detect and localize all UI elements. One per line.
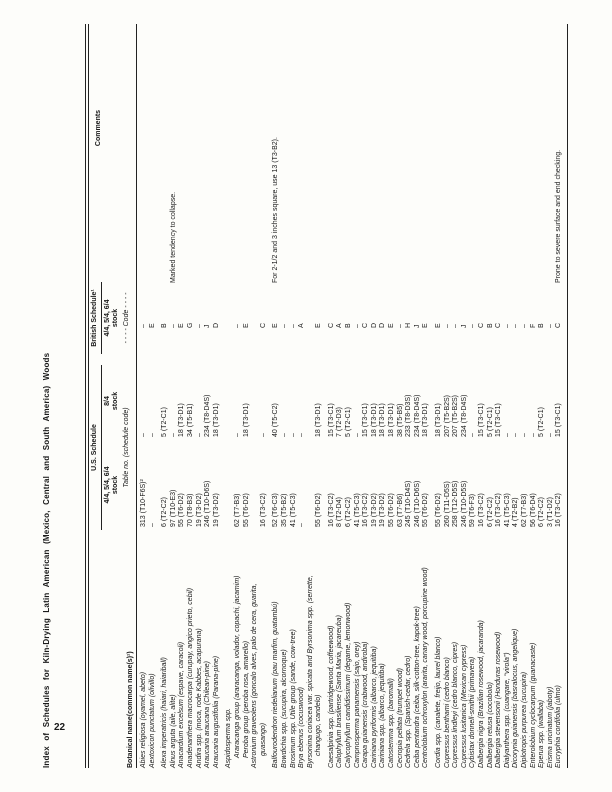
us-schedule-84-value: 18 (T3-D1) bbox=[178, 403, 186, 437]
botanical-name: Anacardium excelsum (espave, caracoli) bbox=[178, 641, 186, 768]
table-row bbox=[452, 24, 461, 768]
table-row bbox=[414, 24, 423, 768]
british-code-value: A bbox=[336, 323, 344, 328]
botanical-name: Bowdichia spp. (sucupira, alcornoque) bbox=[280, 649, 288, 768]
us-schedule-84-value: – bbox=[529, 433, 537, 437]
botanical-name: Calycophyllum candidissimum (degame, lemonwood) bbox=[345, 602, 353, 768]
us-schedule-445464-value: 6 (T2-C2) bbox=[161, 497, 169, 527]
us-schedule-445464-value: 55 (T6-D2) bbox=[315, 493, 323, 527]
us-schedule-84-value: 5 (T2-C1) bbox=[486, 407, 494, 437]
botanical-name: Carapa guianensis (crabwood, andiroba) bbox=[362, 641, 370, 768]
table-row bbox=[362, 24, 371, 768]
british-col-label: 4/4, 5/4, 6/4 bbox=[104, 299, 111, 337]
british-code-value: D bbox=[212, 322, 220, 328]
botanical-name: Dalbergia stevensonii (Honduras rosewood) bbox=[495, 631, 503, 768]
us-col-445464-stock: stock bbox=[112, 475, 119, 495]
botanical-name: Aextoxicon punctatum (olivillo) bbox=[148, 673, 156, 768]
us-col-445464-label: 4/4, 5/4, 6/4 bbox=[104, 466, 111, 504]
us-col-84-header bbox=[104, 365, 120, 437]
table-row bbox=[422, 24, 431, 768]
us-schedule-84-value: – bbox=[298, 433, 306, 437]
table-row bbox=[530, 24, 539, 768]
us-schedule-84-value: – bbox=[289, 433, 297, 437]
us-schedule-445464-value: 62 (T7-B3) bbox=[233, 493, 241, 527]
botanical-name: Calophyllum brasiliense (Santa Maria, jacareuba) bbox=[336, 615, 344, 768]
british-code-value: A bbox=[298, 323, 306, 328]
botanical-name: Brosimum spp. Utile group (sande, cow-tree) bbox=[289, 629, 297, 768]
table-row bbox=[243, 24, 252, 768]
us-schedule-84-value: – bbox=[259, 433, 267, 437]
us-schedule-84-value: 15 (T3-C1) bbox=[477, 403, 485, 437]
table-row bbox=[504, 24, 513, 768]
us-col-445464-header bbox=[104, 443, 120, 527]
us-schedule-445464-value: 41 (T5-C3) bbox=[503, 493, 511, 527]
us-schedule-84-value: 18 (T3-D1) bbox=[422, 403, 430, 437]
table-header bbox=[89, 24, 135, 768]
british-code-value: J bbox=[413, 324, 421, 328]
british-code-value: – bbox=[289, 324, 297, 328]
us-schedule-84-value: 18 (T3-D1) bbox=[435, 403, 442, 437]
us-schedule-84-value: – bbox=[546, 433, 554, 437]
table-row bbox=[290, 24, 299, 768]
us-schedule-445464-value: 4 (T2-B2) bbox=[512, 497, 520, 527]
table-row bbox=[379, 24, 388, 768]
british-code-value: – bbox=[233, 324, 241, 328]
table-body bbox=[140, 24, 564, 768]
comment-text: For 2-1/2 and 3 inches square, use 13 (T3-B2). bbox=[272, 137, 280, 283]
us-schedule-445464-value: 6 (T2-C2) bbox=[486, 497, 494, 527]
us-schedule-84-value: 15 (T3-C1) bbox=[362, 403, 370, 437]
us-schedule-445464-value: 245 (T10-D4S) bbox=[405, 480, 413, 527]
header-bottom-rule bbox=[136, 24, 137, 768]
us-schedule-84-value: 234 (T8-D4S) bbox=[460, 394, 468, 437]
us-schedule-445464-value: 16 (T3-C2) bbox=[362, 493, 370, 527]
british-code-value: – bbox=[280, 324, 288, 328]
table-row bbox=[307, 24, 324, 768]
british-code-value: F bbox=[529, 323, 537, 328]
british-code-value: – bbox=[140, 324, 147, 328]
us-schedule-445464-value: 16 (T3-C2) bbox=[555, 493, 563, 527]
us-schedule-445464-value: 62 (T7-B3) bbox=[520, 493, 528, 527]
table-row bbox=[521, 24, 530, 768]
botanical-name: Ceiba pentandra (ceiba, silk-cotton-tree, kapok-tree) bbox=[413, 606, 421, 768]
us-schedule-445464-value: 8 (T2-D4) bbox=[336, 497, 344, 527]
us-schedule-445464-value: 246 (T10-D6S) bbox=[413, 480, 421, 527]
table-row bbox=[149, 24, 158, 768]
botanical-name: Peroba group (peroba rosa, amarello) bbox=[242, 640, 250, 758]
botanical-name: Dalbergia retusa (cocobolo) bbox=[486, 682, 494, 768]
us-schedule-445464-value: 35 (T5-B2) bbox=[280, 493, 288, 527]
british-code-value: E bbox=[178, 323, 186, 328]
botanical-name: Balfourodendron riedelianum (pau marfim, guatambú) bbox=[272, 601, 280, 768]
botanical-name: Byrsonima coriacea var. spicata and Byrsonima spp. (serrette, changugo, candelo) bbox=[306, 575, 323, 768]
table-row bbox=[345, 24, 354, 768]
us-schedule-84-value: 234 (T8-D4S) bbox=[413, 394, 421, 437]
us-schedule-445464-value: 19 (T3-D2) bbox=[212, 493, 220, 527]
british-code-value: J bbox=[204, 324, 212, 328]
table-row bbox=[397, 24, 406, 768]
british-code-value: B bbox=[161, 323, 169, 328]
table-row bbox=[538, 24, 547, 768]
us-schedule-445464-value: 70 (T8-B3) bbox=[186, 493, 194, 527]
botanical-name: Brya ebenus (cocuswood) bbox=[298, 687, 306, 768]
botanical-name: Cordia spp. (canalete, freijo, laurel blanco) bbox=[435, 636, 442, 768]
british-code-value: E bbox=[388, 323, 396, 328]
table-row bbox=[196, 24, 205, 768]
us-schedule-84-value: 5 (T2-C1) bbox=[161, 407, 169, 437]
us-schedule-445464-value: 55 (T6-D2) bbox=[435, 493, 442, 527]
botanical-name: Cecropia peltata (trumpet wood) bbox=[396, 668, 404, 768]
us-schedule-445464-value: 3 (T1-D2) bbox=[546, 497, 554, 527]
us-schedule-445464-value: 55 (T6-D2) bbox=[178, 493, 186, 527]
us-schedule-445464-value: 16 (T3-C2) bbox=[327, 493, 335, 527]
botanical-name: Dialyanthera spp. (cuangare, “virola”) bbox=[503, 652, 511, 768]
us-schedule-84-value: – bbox=[233, 433, 241, 437]
botanical-name: Alnus arguta (aile, alite) bbox=[169, 694, 177, 768]
page-number: 22 bbox=[54, 722, 66, 733]
botanical-name: Erisma uncinatum (jaboty) bbox=[546, 686, 554, 768]
british-code-value: – bbox=[546, 324, 554, 328]
page-title: Index of Schedules for Kiln-Drying Latin American (Mexico, Central and South America) Woods bbox=[42, 352, 51, 768]
botanical-name: Cariniana pyriformis (albarco, jequitiba) bbox=[370, 646, 378, 768]
table-row bbox=[487, 24, 496, 768]
us-schedule-445464-value: 59 (T6-F3) bbox=[469, 493, 477, 527]
us-schedule-84-value: 7 (T2-D3) bbox=[336, 407, 344, 437]
table-row bbox=[469, 24, 478, 768]
british-code-value: B bbox=[538, 323, 546, 328]
us-schedule-84-value: 15 (T3-C1) bbox=[495, 403, 503, 437]
rotated-table-sheet bbox=[42, 24, 590, 768]
british-code-value: E bbox=[435, 323, 442, 328]
us-schedule-84-value: 18 (T3-D1) bbox=[379, 403, 387, 437]
us-schedule-84-value: 5 (T2-C1) bbox=[345, 407, 353, 437]
british-code-value: – bbox=[443, 324, 451, 328]
us-schedule-group-header: U.S. Schedule bbox=[91, 424, 98, 471]
us-schedule-445464-value: 41 (T5-C3) bbox=[289, 493, 297, 527]
botanical-name: Araracanga group (araracanga, volador, copachi, jacamim) bbox=[233, 575, 241, 758]
us-schedule-445464-value: 313 (T10-F6S)² bbox=[140, 479, 147, 527]
us-schedule-84-value: – bbox=[280, 433, 288, 437]
us-schedule-84-value: 18 (T3-D1) bbox=[212, 403, 220, 437]
table-row bbox=[178, 24, 187, 768]
botanical-name: Campnosperma panamensis (sajo, orey) bbox=[353, 641, 361, 768]
us-schedule-445464-value: 19 (T3-D2) bbox=[379, 493, 387, 527]
us-schedule-84-value: 15 (T3-C1) bbox=[327, 403, 335, 437]
british-code-value: – bbox=[469, 324, 477, 328]
british-code-value: – bbox=[195, 324, 203, 328]
us-schedule-84-value: 40 (T5-C2) bbox=[272, 403, 280, 437]
botanical-name: Cupressus lindleyi (cedro blanco, cipres) bbox=[452, 641, 460, 768]
british-code-value: – bbox=[520, 324, 528, 328]
botanical-name: Eperua spp. (wallaba) bbox=[538, 699, 546, 768]
british-code-value: C bbox=[362, 322, 370, 328]
botanical-name: Enterolobium cyclocarpum (guanacaste) bbox=[529, 642, 537, 768]
botanical-name: Cedrela spp. (Spanish-cedar, cedro) bbox=[405, 655, 413, 768]
us-schedule-84-value: 18 (T3-D1) bbox=[370, 403, 378, 437]
botanical-name: Dalbergia nigra (Brazilian rosewood, jacaranda) bbox=[477, 620, 485, 768]
us-schedule-445464-value: 19 (T3-D2) bbox=[195, 493, 203, 527]
us-schedule-445464-value: 55 (T6-D2) bbox=[422, 493, 430, 527]
us-schedule-445464-value: 97 (T10-E3) bbox=[169, 489, 177, 527]
us-schedule-445464-value: 63 (T7-B6) bbox=[396, 493, 404, 527]
british-code-value: D bbox=[370, 322, 378, 328]
british-schedule-underline bbox=[101, 282, 102, 354]
us-col-84-label: 8/4 bbox=[104, 396, 111, 406]
us-schedule-84-value: – bbox=[169, 433, 177, 437]
british-code-value: E bbox=[422, 323, 430, 328]
british-code-value: – bbox=[353, 324, 361, 328]
table-row bbox=[512, 24, 521, 768]
table-row bbox=[495, 24, 504, 768]
comment-text: Marked tendency to collapse. bbox=[169, 191, 177, 283]
us-schedule-445464-value: – bbox=[148, 523, 156, 527]
us-schedule-445464-value: 55 (T6-D2) bbox=[242, 493, 250, 527]
botanical-name: Anadenanthera macrocarpa (curupay, angico prieto, cebil) bbox=[186, 587, 194, 768]
botanical-name: Abies religiosa (oyamel, abeto) bbox=[140, 671, 147, 768]
us-schedule-445464-value: 16 (T3-C2) bbox=[477, 493, 485, 527]
botanical-name: Centrolobium ochroxylon (ararita, canary wood, porcupine wood) bbox=[422, 567, 430, 768]
british-code-value: – bbox=[503, 324, 511, 328]
us-schedule-445464-value: 19 (T3-D2) bbox=[370, 493, 378, 527]
british-code-value: D bbox=[379, 322, 387, 328]
us-schedule-84-value: 234 (T8-D4S) bbox=[204, 394, 212, 437]
us-schedule-84-value: 18 (T3-D1) bbox=[388, 403, 396, 437]
us-schedule-84-value: – bbox=[353, 433, 361, 437]
british-code-value: – bbox=[512, 324, 520, 328]
british-subline-code: - - - - Code - - - - bbox=[123, 292, 130, 344]
british-code-value: C bbox=[327, 322, 335, 328]
british-code-value: – bbox=[396, 324, 404, 328]
botanical-name: Astronium graveolens (goncalo alves, palo de cera, guarita, guasango) bbox=[251, 583, 267, 768]
comments-header: Comments bbox=[95, 109, 102, 147]
us-schedule-84-value: – bbox=[195, 433, 203, 437]
table-row bbox=[354, 24, 363, 768]
table-row bbox=[328, 24, 337, 768]
botanical-name: Alexa imperatricis (haiari, haiariball) bbox=[161, 657, 169, 768]
table-row bbox=[161, 24, 170, 768]
us-schedule-445464-value: 258 (T12-D5S) bbox=[452, 480, 460, 527]
us-schedule-445464-value: – bbox=[298, 523, 306, 527]
british-code-value: H bbox=[405, 322, 413, 328]
table-row bbox=[204, 24, 213, 768]
us-schedule-underline bbox=[101, 365, 102, 530]
us-schedule-84-value: 207 (T5-B2S) bbox=[443, 394, 451, 437]
us-schedule-84-value: – bbox=[520, 433, 528, 437]
botanical-name-header: Botanical name(common name(s)¹) bbox=[127, 651, 134, 768]
botanical-name: Araucaria araucana (Chilean-pine) bbox=[204, 660, 212, 768]
us-schedule-445464-value: 52 (T6-C3) bbox=[272, 493, 280, 527]
botanical-name: Cupressus lusitanica (Mexican cypress) bbox=[460, 644, 468, 768]
british-code-value: B bbox=[345, 323, 353, 328]
us-schedule-445464-value: 16 (T3-C2) bbox=[495, 493, 503, 527]
us-schedule-445464-value: 246 (T10-D5S) bbox=[460, 480, 468, 527]
table-row bbox=[444, 24, 453, 768]
botanical-name: Cariniana spp. (albarco, jequitiba) bbox=[379, 663, 387, 768]
us-schedule-84-value: 5 (T2-C1) bbox=[538, 407, 546, 437]
us-schedule-84-value: – bbox=[140, 433, 147, 437]
table-row bbox=[371, 24, 380, 768]
botanical-name: Cupressus benthami (cedro blanco) bbox=[443, 657, 451, 768]
us-schedule-445464-value: 16 (T3-C2) bbox=[259, 493, 267, 527]
table-row bbox=[225, 24, 234, 768]
table-bottom-rule bbox=[567, 24, 568, 768]
table-row bbox=[388, 24, 397, 768]
table-row bbox=[435, 24, 444, 768]
british-code-value: B bbox=[486, 323, 494, 328]
british-code-value: J bbox=[460, 324, 468, 328]
british-code-value: E bbox=[242, 323, 250, 328]
table-row bbox=[478, 24, 487, 768]
us-schedule-84-value: – bbox=[512, 433, 520, 437]
botanical-name: Diplotropis purpurea (sucupira) bbox=[520, 671, 528, 768]
table-row bbox=[298, 24, 307, 768]
table-row bbox=[234, 24, 243, 768]
us-schedule-445464-value: 55 (T6-D2) bbox=[388, 493, 396, 527]
british-col-stock: stock bbox=[112, 308, 119, 328]
botanical-name: Cybistax donnell-smithii (primavera) bbox=[469, 656, 477, 768]
us-schedule-84-value: – bbox=[148, 433, 156, 437]
table-row bbox=[555, 24, 564, 768]
us-schedule-84-value: 34 (T5-B1) bbox=[186, 403, 194, 437]
british-code-value: C bbox=[495, 322, 503, 328]
table-row bbox=[336, 24, 345, 768]
botanical-name: Catostemma spp. (baromalli) bbox=[388, 678, 396, 768]
british-schedule-group-header: British Schedule¹ bbox=[91, 289, 98, 347]
botanical-name: Aspidosperma spp. bbox=[225, 708, 233, 768]
us-schedule-445464-value: 246 (T10-D6S) bbox=[204, 480, 212, 527]
british-code-value: G bbox=[186, 322, 194, 328]
british-code-value: C bbox=[555, 322, 563, 328]
british-col-header bbox=[104, 282, 120, 354]
table-row bbox=[140, 24, 149, 768]
botanical-name: Eucryphia cordifolia (ulmo) bbox=[555, 685, 563, 768]
comment-text: Prone to severe surface and end checking. bbox=[555, 149, 563, 283]
us-schedule-445464-value: 41 (T5-C3) bbox=[353, 493, 361, 527]
us-schedule-84-value: 18 (T3-D1) bbox=[242, 403, 250, 437]
table-row bbox=[272, 24, 281, 768]
us-schedule-445464-value: 6 (T2-C2) bbox=[538, 497, 546, 527]
table-row bbox=[187, 24, 196, 768]
us-schedule-84-value: 233 (T8-D3S) bbox=[405, 394, 413, 437]
botanical-name: Andira spp. (moca, rode Kabbes, acapurana) bbox=[195, 628, 203, 768]
us-schedule-84-value: 38 (T5-B5) bbox=[396, 403, 404, 437]
botanical-name: Caesalpinia spp. (partridgewood, coffeewood) bbox=[327, 625, 335, 768]
table-row bbox=[547, 24, 556, 768]
us-col-84-stock: stock bbox=[112, 391, 119, 411]
british-code-value: C bbox=[477, 322, 485, 328]
us-schedule-84-value: 18 (T3-D1) bbox=[315, 403, 323, 437]
us-schedule-84-value: 15 (T3-C1) bbox=[555, 403, 563, 437]
botanical-name: Dicorynia guianensis (basralocus, angelique) bbox=[512, 628, 520, 768]
british-code-value: E bbox=[148, 323, 156, 328]
us-schedule-84-value: 207 (T5-B2S) bbox=[452, 394, 460, 437]
us-schedule-445464-value: 6 (T2-C2) bbox=[345, 497, 353, 527]
british-code-value: E bbox=[315, 323, 323, 328]
table-row bbox=[170, 24, 179, 768]
table-row bbox=[251, 24, 268, 768]
us-schedule-445464-value: 56 (T6-D4) bbox=[529, 493, 537, 527]
table-row bbox=[405, 24, 414, 768]
us-schedule-84-value: – bbox=[469, 433, 477, 437]
table-row bbox=[213, 24, 222, 768]
us-schedule-445464-value: 260 (T11-D5S) bbox=[443, 481, 451, 527]
us-subline-table-no: Table no. (schedule code) bbox=[123, 407, 130, 488]
british-code-value: – bbox=[452, 324, 460, 328]
table-row bbox=[461, 24, 470, 768]
botanical-name: Araucaria augustifolia (Parana-pine) bbox=[212, 655, 220, 768]
table-row bbox=[281, 24, 290, 768]
british-code-value: C bbox=[259, 322, 267, 328]
us-schedule-84-value: – bbox=[503, 433, 511, 437]
british-code-value: – bbox=[169, 324, 177, 328]
british-code-value: E bbox=[272, 323, 280, 328]
